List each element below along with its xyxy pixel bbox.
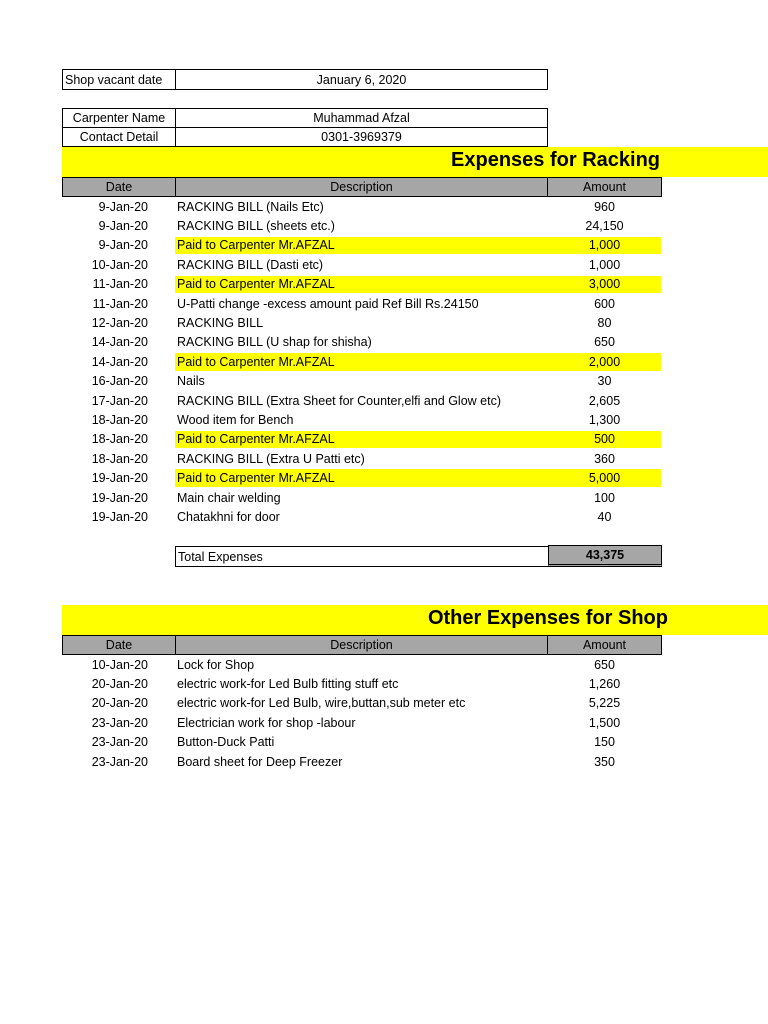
row-date: 11-Jan-20 [92, 277, 148, 292]
racking-banner [62, 147, 768, 177]
row-date: 9-Jan-20 [98, 219, 148, 234]
row-description: Board sheet for Deep Freezer [177, 754, 343, 769]
table-row [62, 294, 662, 313]
other-banner [62, 605, 768, 635]
row-amount: 650 [594, 335, 615, 350]
table-row [62, 391, 662, 410]
row-amount: 600 [594, 296, 615, 311]
row-amount: 1,000 [588, 238, 621, 253]
carpenter-name-label: Carpenter Name [62, 108, 176, 128]
row-description: Lock for Shop [177, 657, 255, 672]
total-expenses-label: Total Expenses [175, 546, 549, 567]
row-description: Nails [177, 374, 205, 389]
col-amount: Amount [582, 180, 627, 194]
row-description: RACKING BILL (Extra U Patti etc) [177, 451, 365, 466]
row-description: RACKING BILL (sheets etc.) [177, 219, 335, 234]
contact-detail-label: Contact Detail [62, 127, 176, 147]
racking-rows [62, 197, 662, 527]
row-date: 16-Jan-20 [91, 374, 148, 389]
table-row [62, 313, 662, 332]
row-amount: 150 [594, 735, 615, 750]
table-row [62, 733, 662, 752]
row-description: RACKING BILL (Extra Sheet for Counter,elfi and Glow etc) [177, 393, 501, 408]
row-description: Paid to Carpenter Mr.AFZAL [177, 238, 335, 253]
row-amount: 1,000 [588, 257, 621, 272]
row-amount: 40 [597, 509, 612, 524]
row-description: RACKING BILL (U shap for shisha) [177, 335, 372, 350]
row-date: 23-Jan-20 [91, 735, 148, 750]
table-row [62, 236, 662, 255]
row-date: 10-Jan-20 [91, 257, 148, 272]
row-date: 23-Jan-20 [91, 715, 148, 730]
row-description: Paid to Carpenter Mr.AFZAL [177, 432, 335, 447]
row-amount: 100 [594, 490, 615, 505]
table-row [62, 255, 662, 274]
racking-title: Expenses for Racking [451, 149, 660, 171]
table-row [62, 410, 662, 429]
row-date: 14-Jan-20 [91, 354, 148, 369]
row-amount: 30 [597, 374, 612, 389]
row-date: 14-Jan-20 [91, 335, 148, 350]
row-description: Paid to Carpenter Mr.AFZAL [177, 277, 335, 292]
table-row [62, 468, 662, 487]
row-description: RACKING BILL (Nails Etc) [177, 199, 324, 214]
table-row [62, 197, 662, 216]
table-row [62, 507, 662, 526]
shop-vacant-label: Shop vacant date [62, 69, 176, 90]
row-amount: 1,500 [588, 715, 621, 730]
row-description: Wood item for Bench [177, 412, 294, 427]
row-date: 18-Jan-20 [91, 451, 148, 466]
row-amount: 360 [594, 451, 615, 466]
col-date: Date [63, 178, 176, 196]
row-date: 19-Jan-20 [91, 471, 148, 486]
contact-detail-value: 0301-3969379 [175, 127, 548, 147]
row-amount: 3,000 [588, 277, 621, 292]
row-amount: 960 [594, 199, 615, 214]
row-amount: 350 [594, 754, 615, 769]
row-date: 9-Jan-20 [98, 199, 148, 214]
other-title: Other Expenses for Shop [427, 607, 668, 629]
table-row [62, 752, 662, 771]
row-description: Paid to Carpenter Mr.AFZAL [177, 354, 335, 369]
row-amount: 2,605 [588, 393, 621, 408]
row-description: Chatakhni for door [177, 509, 280, 524]
row-description: Button-Duck Patti [177, 735, 275, 750]
carpenter-name-value: Muhammad Afzal [175, 108, 548, 128]
row-description: RACKING BILL (Dasti etc) [177, 257, 324, 272]
table-row [62, 352, 662, 371]
row-description: Main chair welding [177, 490, 281, 505]
table-row [62, 655, 662, 674]
row-amount: 650 [594, 657, 615, 672]
row-date: 12-Jan-20 [91, 316, 148, 331]
table-row [62, 333, 662, 352]
row-amount: 1,260 [588, 677, 621, 692]
racking-table-header [62, 177, 662, 197]
shop-vacant-value: January 6, 2020 [175, 69, 548, 90]
row-date: 17-Jan-20 [91, 393, 148, 408]
table-row [62, 713, 662, 732]
table-row [62, 372, 662, 391]
row-date: 19-Jan-20 [91, 490, 148, 505]
total-expenses-value: 43,375 [548, 545, 662, 567]
row-amount: 500 [594, 432, 615, 447]
row-amount: 1,300 [588, 412, 621, 427]
table-row [62, 430, 662, 449]
row-date: 9-Jan-20 [98, 238, 148, 253]
table-row [62, 216, 662, 235]
row-amount: 80 [597, 316, 612, 331]
row-date: 19-Jan-20 [91, 509, 148, 524]
row-date: 20-Jan-20 [91, 696, 148, 711]
row-date: 20-Jan-20 [91, 677, 148, 692]
row-amount: 5,225 [588, 696, 621, 711]
other-rows [62, 655, 662, 771]
col-amount: Amount [582, 638, 627, 652]
row-description: electric work-for Led Bulb, wire,buttan,sub meter etc [177, 696, 466, 711]
table-row [62, 488, 662, 507]
table-row [62, 674, 662, 693]
table-row [62, 694, 662, 713]
row-description: RACKING BILL [177, 316, 264, 331]
row-description: Electrician work for shop -labour [177, 715, 356, 730]
row-date: 23-Jan-20 [91, 754, 148, 769]
row-amount: 2,000 [588, 354, 621, 369]
col-date: Date [63, 636, 176, 654]
row-description: U-Patti change -excess amount paid Ref Bill Rs.24150 [177, 296, 479, 311]
row-amount: 5,000 [588, 471, 621, 486]
row-date: 11-Jan-20 [92, 296, 148, 311]
other-table-header [62, 635, 662, 655]
table-row [62, 275, 662, 294]
row-amount: 24,150 [585, 219, 624, 234]
col-description: Description [176, 636, 548, 654]
row-description: electric work-for Led Bulb fitting stuff etc [177, 677, 399, 692]
row-date: 18-Jan-20 [91, 412, 148, 427]
row-description: Paid to Carpenter Mr.AFZAL [177, 471, 335, 486]
row-date: 18-Jan-20 [91, 432, 148, 447]
row-date: 10-Jan-20 [91, 657, 148, 672]
col-description: Description [176, 178, 548, 196]
table-row [62, 449, 662, 468]
